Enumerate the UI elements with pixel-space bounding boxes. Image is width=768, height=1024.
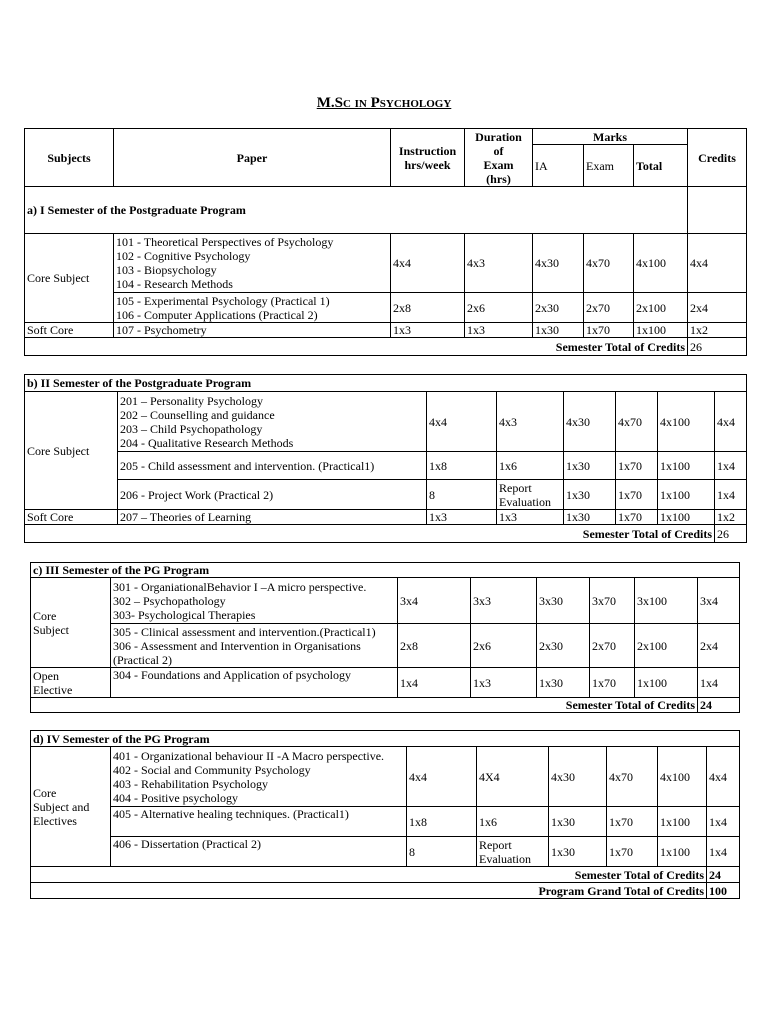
- paper-list: 305 - Clinical assessment and intervention.(Practical1) 306 - Assessment and Intervention in Organisations (Practical 2): [111, 624, 398, 668]
- exam-cell: 1x70: [607, 807, 658, 837]
- credits-cell: 1x2: [688, 323, 747, 338]
- semester-total-label: Semester Total of Credits: [25, 338, 688, 356]
- credits-cell: 4x4: [715, 392, 747, 452]
- ia-cell: 4x30: [533, 234, 584, 293]
- paper-list: 401 - Organizational behaviour II -A Macro perspective. 402 - Social and Community Psychology 403 - Rehabilitation Psychology 404 - Positive psychology: [111, 747, 407, 807]
- semester-1-table: [24, 128, 747, 356]
- instruction-cell: 8: [427, 480, 497, 510]
- exam-cell: 2x70: [584, 293, 634, 323]
- paper-list: 105 - Experimental Psychology (Practical 1) 106 - Computer Applications (Practical 2): [114, 293, 391, 323]
- ia-cell: 1x30: [549, 807, 607, 837]
- exam-cell: 1x70: [607, 837, 658, 867]
- credits-cell: 1x4: [707, 837, 740, 867]
- paper-cell: 205 - Child assessment and intervention. (Practical1): [118, 452, 427, 480]
- duration-cell: 2x6: [471, 624, 537, 668]
- paper-cell: 107 - Psychometry: [114, 323, 391, 338]
- duration-cell: Report Evaluation: [497, 480, 564, 510]
- duration-cell: 3x3: [471, 578, 537, 624]
- ia-cell: 1x30: [564, 452, 616, 480]
- table-row: [25, 293, 747, 323]
- ia-cell: 4x30: [564, 392, 616, 452]
- ia-cell: 1x30: [533, 323, 584, 338]
- open-elective-label: Open Elective: [31, 668, 111, 698]
- paper-cell: 406 - Dissertation (Practical 2): [111, 837, 407, 867]
- semester-4-title: d) IV Semester of the PG Program: [31, 731, 740, 747]
- duration-cell: Report Evaluation: [477, 837, 549, 867]
- instruction-cell: 4x4: [407, 747, 477, 807]
- instruction-cell: 8: [407, 837, 477, 867]
- paper-list: 101 - Theoretical Perspectives of Psychology 102 - Cognitive Psychology 103 - Biopsychology 104 - Research Methods: [114, 234, 391, 293]
- credits-cell: 4x4: [707, 747, 740, 807]
- total-cell: 1x100: [634, 323, 688, 338]
- duration-cell: 4X4: [477, 747, 549, 807]
- table-row: [25, 480, 747, 510]
- paper-list: 201 – Personality Psychology 202 – Counselling and guidance 203 – Child Psychopathology 204 - Qualitative Research Methods: [118, 392, 427, 452]
- exam-cell: 1x70: [616, 452, 658, 480]
- header-subjects: Subjects: [25, 129, 114, 187]
- paper-cell: 304 - Foundations and Application of psychology: [111, 668, 398, 698]
- duration-cell: 2x6: [465, 293, 533, 323]
- instruction-cell: 1x3: [427, 510, 497, 525]
- ia-cell: 3x30: [537, 578, 590, 624]
- exam-cell: 4x70: [607, 747, 658, 807]
- page-title: M.Sc in Psychology: [316, 95, 452, 111]
- instruction-cell: 2x8: [398, 624, 471, 668]
- ia-cell: 4x30: [549, 747, 607, 807]
- credits-cell: 1x4: [698, 668, 740, 698]
- table-row: [25, 392, 747, 452]
- header-paper: Paper: [114, 129, 391, 187]
- ia-cell: 1x30: [564, 480, 616, 510]
- ia-cell: 1x30: [537, 668, 590, 698]
- table-row: [31, 578, 740, 624]
- table-row: [31, 807, 740, 837]
- semester-1-title: a) I Semester of the Postgraduate Program: [25, 187, 688, 234]
- credits-cell: 1x4: [715, 452, 747, 480]
- table-row: [31, 624, 740, 668]
- table-row: [25, 234, 747, 293]
- semester-2-table: [24, 374, 747, 543]
- semester-3-table: [30, 562, 740, 713]
- table-row: [25, 323, 747, 338]
- total-cell: 1x100: [635, 668, 698, 698]
- header-instruction: Instruction hrs/week: [391, 129, 465, 187]
- semester-total-value: 26: [715, 525, 747, 543]
- total-cell: 4x100: [658, 392, 715, 452]
- ia-cell: 2x30: [537, 624, 590, 668]
- paper-list: 301 - OrganiationalBehavior I –A micro perspective. 302 – Psychopathology 303- Psychological Therapies: [111, 578, 398, 624]
- table-row: [25, 452, 747, 480]
- duration-cell: 1x3: [471, 668, 537, 698]
- table-row: [31, 747, 740, 807]
- exam-cell: 2x70: [590, 624, 635, 668]
- ia-cell: 1x30: [549, 837, 607, 867]
- semester-total-value: 24: [707, 867, 740, 883]
- header-credits: Credits: [688, 129, 747, 187]
- credits-cell: 1x4: [707, 807, 740, 837]
- exam-cell: 3x70: [590, 578, 635, 624]
- table-row: [31, 668, 740, 698]
- credits-cell: 1x2: [715, 510, 747, 525]
- soft-core-label: Soft Core: [25, 323, 114, 338]
- ia-cell: 1x30: [564, 510, 616, 525]
- soft-core-label: Soft Core: [25, 510, 118, 525]
- semester-3-title: c) III Semester of the PG Program: [31, 563, 740, 578]
- credits-cell: 4x4: [688, 234, 747, 293]
- core-subject-label: Core Subject and Electives: [31, 747, 111, 867]
- instruction-cell: 1x8: [407, 807, 477, 837]
- semester-total-label: Semester Total of Credits: [31, 867, 707, 883]
- total-cell: 2x100: [634, 293, 688, 323]
- paper-cell: 207 – Theories of Learning: [118, 510, 427, 525]
- exam-cell: 4x70: [616, 392, 658, 452]
- total-cell: 1x100: [658, 807, 707, 837]
- total-cell: 4x100: [634, 234, 688, 293]
- semester-2-title: b) II Semester of the Postgraduate Program: [25, 375, 747, 392]
- total-cell: 1x100: [658, 837, 707, 867]
- ia-cell: 2x30: [533, 293, 584, 323]
- credits-cell: 2x4: [698, 624, 740, 668]
- duration-cell: 1x3: [465, 323, 533, 338]
- grand-total-value: 100: [707, 883, 740, 899]
- exam-cell: 1x70: [616, 480, 658, 510]
- semester-4-table: [30, 730, 740, 899]
- exam-cell: 1x70: [590, 668, 635, 698]
- core-subject-label: Core Subject: [25, 392, 118, 510]
- credits-cell: 3x4: [698, 578, 740, 624]
- instruction-cell: 4x4: [391, 234, 465, 293]
- header-exam: Exam: [584, 145, 634, 187]
- total-cell: 4x100: [658, 747, 707, 807]
- header-total: Total: [634, 145, 688, 187]
- core-subject-label: Core Subject: [25, 234, 114, 323]
- instruction-cell: 1x3: [391, 323, 465, 338]
- exam-cell: 4x70: [584, 234, 634, 293]
- duration-cell: 4x3: [497, 392, 564, 452]
- table-row: [31, 837, 740, 867]
- duration-cell: 1x3: [497, 510, 564, 525]
- total-cell: 1x100: [658, 452, 715, 480]
- header-duration: Duration of Exam (hrs): [465, 129, 533, 187]
- duration-cell: 1x6: [477, 807, 549, 837]
- instruction-cell: 1x8: [427, 452, 497, 480]
- total-cell: 3x100: [635, 578, 698, 624]
- table-row: [25, 510, 747, 525]
- total-cell: 2x100: [635, 624, 698, 668]
- paper-cell: 206 - Project Work (Practical 2): [118, 480, 427, 510]
- header-ia: IA: [533, 145, 584, 187]
- paper-cell: 405 - Alternative healing techniques. (Practical1): [111, 807, 407, 837]
- exam-cell: 1x70: [584, 323, 634, 338]
- credits-cell: 2x4: [688, 293, 747, 323]
- grand-total-label: Program Grand Total of Credits: [31, 883, 707, 899]
- semester-total-value: 26: [688, 338, 747, 356]
- instruction-cell: 3x4: [398, 578, 471, 624]
- core-subject-label: Core Subject: [31, 578, 111, 668]
- instruction-cell: 4x4: [427, 392, 497, 452]
- exam-cell: 1x70: [616, 510, 658, 525]
- total-cell: 1x100: [658, 480, 715, 510]
- duration-cell: 1x6: [497, 452, 564, 480]
- semester-total-value: 24: [698, 698, 740, 713]
- semester-total-label: Semester Total of Credits: [25, 525, 715, 543]
- credits-cell: 1x4: [715, 480, 747, 510]
- duration-cell: 4x3: [465, 234, 533, 293]
- header-marks: Marks: [533, 129, 688, 145]
- semester-total-label: Semester Total of Credits: [31, 698, 698, 713]
- instruction-cell: 2x8: [391, 293, 465, 323]
- instruction-cell: 1x4: [398, 668, 471, 698]
- total-cell: 1x100: [658, 510, 715, 525]
